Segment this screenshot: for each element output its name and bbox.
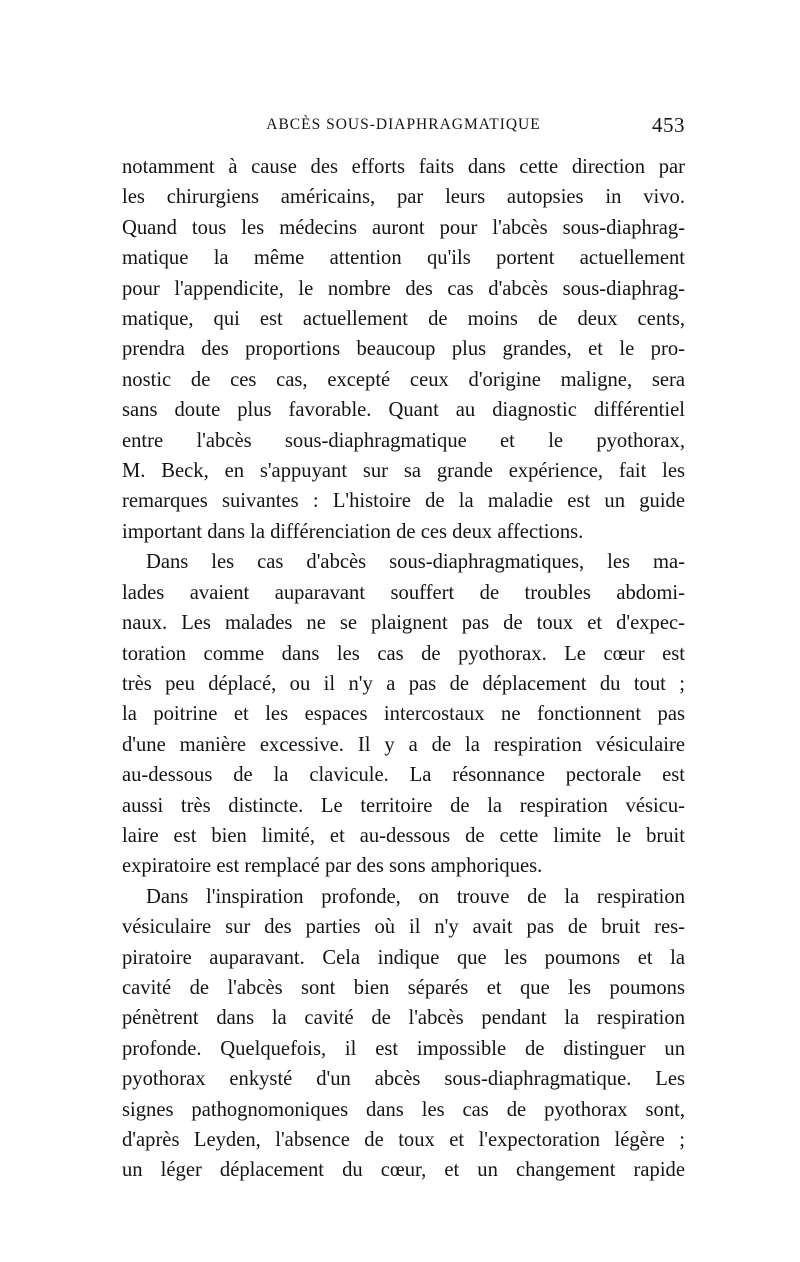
- text-line: Dans les cas d'abcès sous-diaphragmatiques, les ma-: [146, 551, 685, 574]
- text-line: expiratoire est remplacé par des sons amphoriques.: [122, 855, 543, 878]
- text-line: Dans l'inspiration profonde, on trouve de la respiration: [146, 885, 685, 908]
- text-line: d'une manière excessive. Il y a de la respiration vésiculaire: [122, 733, 685, 756]
- text-line: les chirurgiens américains, par leurs autopsies in vivo.: [122, 186, 685, 209]
- text-line: pénètrent dans la cavité de l'abcès pendant la respiration: [122, 1007, 685, 1030]
- running-head: [122, 113, 685, 140]
- text-line: un léger déplacement du cœur, et un changement rapide: [122, 1159, 685, 1182]
- text-line: lades avaient auparavant souffert de troubles abdomi-: [122, 581, 685, 604]
- text-line: au-dessous de la clavicule. La résonnance pectorale est: [122, 764, 685, 787]
- text-line: important dans la différenciation de ces deux affections.: [122, 520, 584, 543]
- text-line: piratoire auparavant. Cela indique que les poumons et la: [122, 946, 685, 969]
- text-line: laire est bien limité, et au-dessous de cette limite le bruit: [122, 824, 685, 847]
- paragraph-2: [122, 547, 685, 881]
- text-line: sans doute plus favorable. Quant au diagnostic différentiel: [122, 399, 685, 422]
- text-line: signes pathognomoniques dans les cas de pyothorax sont,: [122, 1098, 685, 1121]
- page-number: 453: [652, 113, 685, 137]
- body-text: [122, 152, 685, 1186]
- text-line: très peu déplacé, ou il n'y a pas de déplacement du tout ;: [122, 672, 685, 695]
- text-line: d'après Leyden, l'absence de toux et l'expectoration légère ;: [122, 1129, 685, 1151]
- text-line: la poitrine et les espaces intercostaux ne fonctionnent pas: [122, 703, 685, 726]
- text-line: vésiculaire sur des parties où il n'y avait pas de bruit res-: [122, 916, 685, 939]
- text-line: entre l'abcès sous-diaphragmatique et le pyothorax,: [122, 429, 685, 452]
- paragraph-3: [122, 882, 685, 1186]
- text-line: remarques suivantes : L'histoire de la maladie est un guide: [122, 490, 685, 513]
- text-line: pyothorax enkysté d'un abcès sous-diaphragmatique. Les: [122, 1068, 685, 1091]
- text-line: notamment à cause des efforts faits dans cette direction par: [122, 156, 685, 178]
- text-line: profonde. Quelquefois, il est impossible de distinguer un: [122, 1037, 685, 1060]
- text-line: M. Beck, en s'appuyant sur sa grande expérience, fait les: [122, 460, 685, 483]
- running-title: ABCÈS SOUS-DIAPHRAGMATIQUE: [266, 116, 541, 133]
- text-line: aussi très distincte. Le territoire de la respiration vésicu-: [122, 794, 685, 817]
- text-line: naux. Les malades ne se plaignent pas de toux et d'expec-: [122, 612, 685, 635]
- text-line: cavité de l'abcès sont bien séparés et que les poumons: [122, 976, 685, 999]
- text-line: toration comme dans les cas de pyothorax. Le cœur est: [122, 642, 685, 665]
- text-line: Quand tous les médecins auront pour l'abcès sous-diaphrag-: [122, 216, 685, 239]
- text-line: pour l'appendicite, le nombre des cas d'abcès sous-diaphrag-: [122, 277, 685, 300]
- text-line: matique, qui est actuellement de moins de deux cents,: [122, 308, 685, 331]
- text-line: prendra des proportions beaucoup plus grandes, et le pro-: [122, 338, 685, 361]
- text-line: nostic de ces cas, excepté ceux d'origine maligne, sera: [122, 368, 685, 391]
- text-line: matique la même attention qu'ils portent actuellement: [122, 247, 685, 270]
- paragraph-1: [122, 152, 685, 547]
